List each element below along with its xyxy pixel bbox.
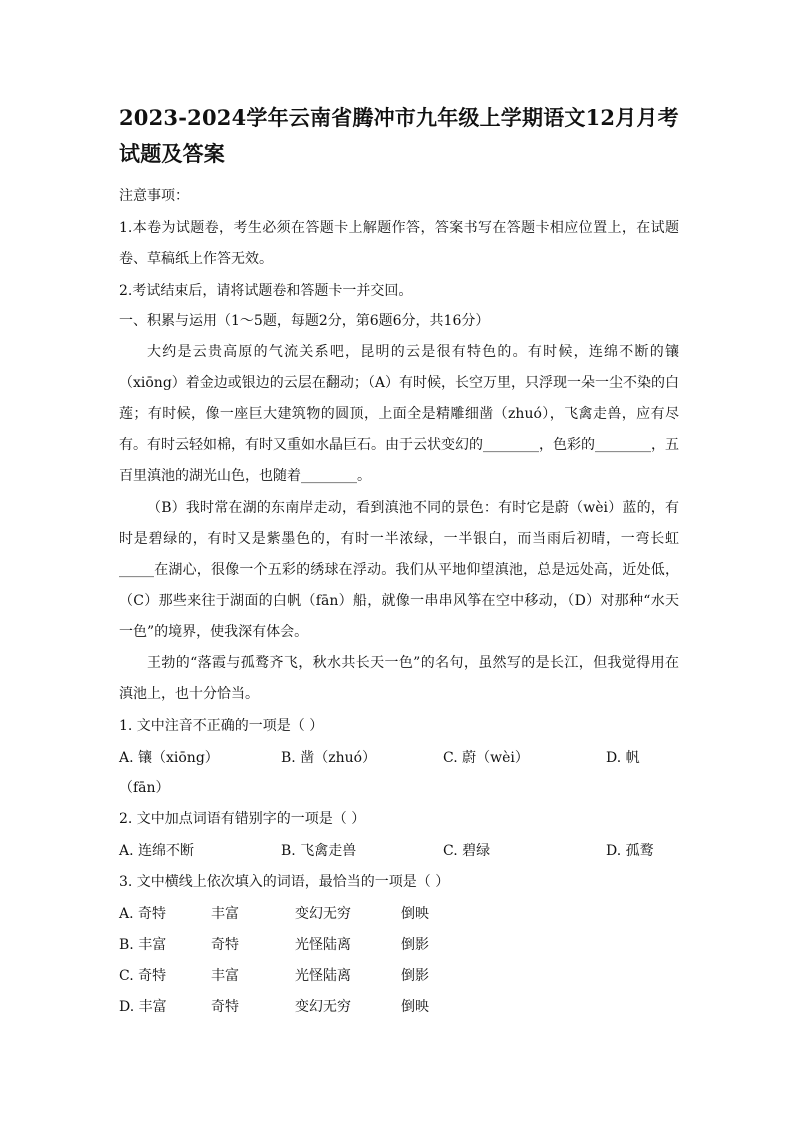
q3-option-a-word-3: 变幻无穷 [295, 906, 351, 922]
question-3-options [119, 904, 679, 1024]
q2-option-d: D. 孤鹜 [606, 843, 654, 859]
section-heading: 一、积累与运用（1～5题，每题2分，第6题6分，共16分） [119, 313, 490, 329]
q3-option-d-word-3: 变幻无穷 [295, 999, 351, 1015]
passage-paragraph-2: （B）我时常在湖的东南岸走动，看到滇池不同的景色：有时它是蔚（wèi）蓝的，有时是碧绿的，有时又是紫墨色的，有时一半浓绿，一半银白，而当雨后初晴，一弯长虹_____在湖心，很像一个五彩的绣球在浮动。我们从平地仰望滇池，总是远处高，近处低，（C）那些来往于湖面的白帆（fān）船，就像一串串风筝在空中移动，（D）对那种“水天一色”的境界，使我深有体会。 [119, 500, 679, 640]
question-1-stem: 1. 文中注音不正确的一项是（ ） [119, 718, 324, 734]
q3-option-c-word-1: C. 奇特 [119, 968, 167, 984]
passage-paragraph-1: 大约是云贵高原的气流关系吧，昆明的云是很有特色的。有时候，连绵不断的镶（xiōng）着金边或银边的云层在翻动；（A）有时候，长空万里，只浮现一朵一尘不染的白莲；有时候，像一座巨大建筑物的圆顶，上面全是精雕细凿（zhuó），飞禽走兽，应有尽有。有时云轻如棉，有时又重如水晶巨石。由于云状变幻的________，色彩的________，五百里滇池的湖光山色，也随着________。 [119, 344, 679, 484]
document-title [119, 100, 679, 172]
q3-option-b-word-2: 奇特 [211, 937, 239, 953]
passage-paragraph-3: 王勃的“落霞与孤鹜齐飞，秋水共长天一色”的名句，虽然写的是长江，但我觉得用在滇池上，也十分恰当。 [119, 655, 679, 702]
q3-option-c-word-3: 光怪陆离 [295, 968, 351, 984]
q3-option-d-word-4: 倒映 [401, 999, 429, 1015]
question-2-options [119, 841, 679, 861]
q3-option-a-word-1: A. 奇特 [119, 906, 167, 922]
title-line-1: 2023-2024学年云南省腾冲市九年级上学期语文12月月考 [119, 105, 679, 130]
q3-option-a-word-4: 倒映 [401, 906, 429, 922]
question-1-options [119, 748, 679, 800]
q1-option-d-pinyin: （fān） [119, 780, 170, 796]
q3-option-a-word-2: 丰富 [211, 906, 239, 922]
notice-item-2: 2.考试结束后，请将试题卷和答题卡一并交回。 [119, 283, 413, 299]
q1-option-b: B. 凿（zhuó） [281, 750, 377, 766]
q3-option-d-word-2: 奇特 [211, 999, 239, 1015]
q3-option-d-word-1: D. 丰富 [119, 999, 167, 1015]
q2-option-a: A. 连绵不断 [119, 843, 195, 859]
notice-item-1: 1.本卷为试题卷，考生必须在答题卡上解题作答，答案书写在答题卡相应位置上，在试题卷、草稿纸上作答无效。 [119, 220, 679, 267]
q2-option-b: B. 飞禽走兽 [281, 843, 357, 859]
q1-option-c: C. 蔚（wèi） [443, 750, 529, 766]
q3-option-b-word-3: 光怪陆离 [295, 937, 351, 953]
q1-option-d: D. 帆 [606, 750, 640, 766]
question-2-stem: 2. 文中加点词语有错别字的一项是（ ） [119, 811, 366, 827]
question-3-stem: 3. 文中横线上依次填入的词语，最恰当的一项是（ ） [119, 874, 450, 890]
q3-option-b-word-1: B. 丰富 [119, 937, 167, 953]
q3-option-b-word-4: 倒影 [401, 937, 429, 953]
q3-option-c-word-4: 倒影 [401, 968, 429, 984]
notice-heading: 注意事项： [119, 188, 189, 204]
q3-option-c-word-2: 丰富 [211, 968, 239, 984]
q2-option-c: C. 碧绿 [443, 843, 491, 859]
title-line-2: 试题及答案 [119, 141, 225, 166]
q1-option-a: A. 镶（xiōng） [119, 750, 219, 766]
